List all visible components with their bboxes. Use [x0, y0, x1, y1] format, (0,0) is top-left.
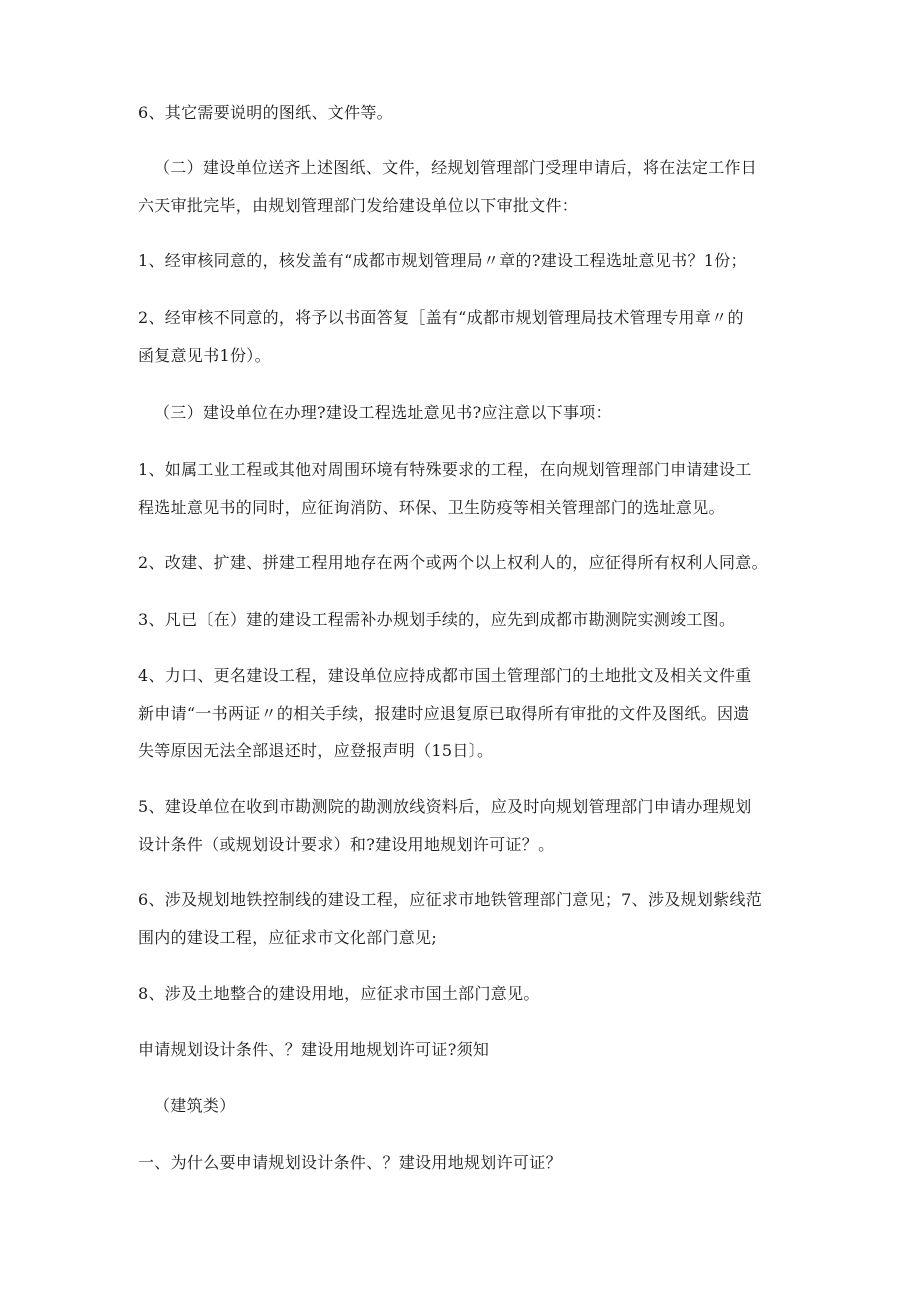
- section-2-line-2: 六天审批完毕，由规划管理部门发给建设单位以下审批文件：: [138, 196, 579, 215]
- section-3-heading: （三）建设单位在办理?建设工程选址意见书?应注意以下事项：: [154, 403, 612, 422]
- notice-item-5-line-2: 设计条件（或规划设计要求）和?建设用地规划许可证？。: [138, 835, 555, 854]
- notice-item-4-line-1: 4、力口、更名建设工程，建设单位应持成都市国土管理部门的土地批文及相关文件重: [138, 666, 752, 685]
- notice-item-3: 3、凡已〔在）建的建设工程需补办规划手续的，应先到成都市勘测院实测竣工图。: [138, 610, 736, 629]
- notice-item-5-line-1: 5、建设单位在收到市勘测院的勘测放线资料后，应及时向规划管理部门申请办理规划: [138, 797, 752, 816]
- item-6-other-docs: 6、其它需要说明的图纸、文件等。: [138, 103, 393, 122]
- section-2-line-1: （二）建设单位送齐上述图纸、文件，经规划管理部门受理申请后，将在法定工作日: [154, 158, 758, 177]
- notice-item-6-7-line-1: 6、涉及规划地铁控制线的建设工程，应征求市地铁管理部门意见；7、涉及规划紫线范: [138, 890, 763, 909]
- notice-item-8: 8、涉及土地整合的建设用地，应征求市国土部门意见。: [138, 984, 540, 1003]
- section-category: （建筑类）: [154, 1096, 236, 1115]
- question-1-heading: 一、为什么要申请规划设计条件、？建设用地规划许可证？: [138, 1153, 562, 1172]
- approval-item-1: 1、经审核同意的，核发盖有“成都市规划管理局〃章的?建设工程选址意见书？1份；: [138, 251, 747, 270]
- notice-item-1-line-1: 1、如属工业工程或其他对周围环境有特殊要求的工程，在向规划管理部门申请建设工: [138, 460, 752, 479]
- notice-item-2: 2、改建、扩建、拼建工程用地存在两个或两个以上权利人的，应征得所有权利人同意。: [138, 553, 768, 572]
- notice-item-4-line-3: 失等原因无法全部退还时，应登报声明（15日〕。: [138, 741, 494, 760]
- notice-item-1-line-2: 程选址意见书的同时，应征询消防、环保、卫生防疫等相关管理部门的选址意见。: [138, 498, 725, 517]
- approval-item-2-line-1: 2、经审核不同意的，将予以书面答复［盖有“成都市规划管理局技术管理专用章〃的: [138, 308, 744, 327]
- notice-item-4-line-2: 新申请“一书两证〃的相关手续，报建时应退复原已取得所有审批的文件及图纸。因遗: [138, 704, 750, 723]
- notice-item-6-7-line-2: 围内的建设工程，应征求市文化部门意见;: [138, 928, 438, 947]
- approval-item-2-line-2: 函复意见书1份）。: [138, 346, 271, 365]
- section-title: 申请规划设计条件、？建设用地规划许可证?须知: [138, 1040, 490, 1059]
